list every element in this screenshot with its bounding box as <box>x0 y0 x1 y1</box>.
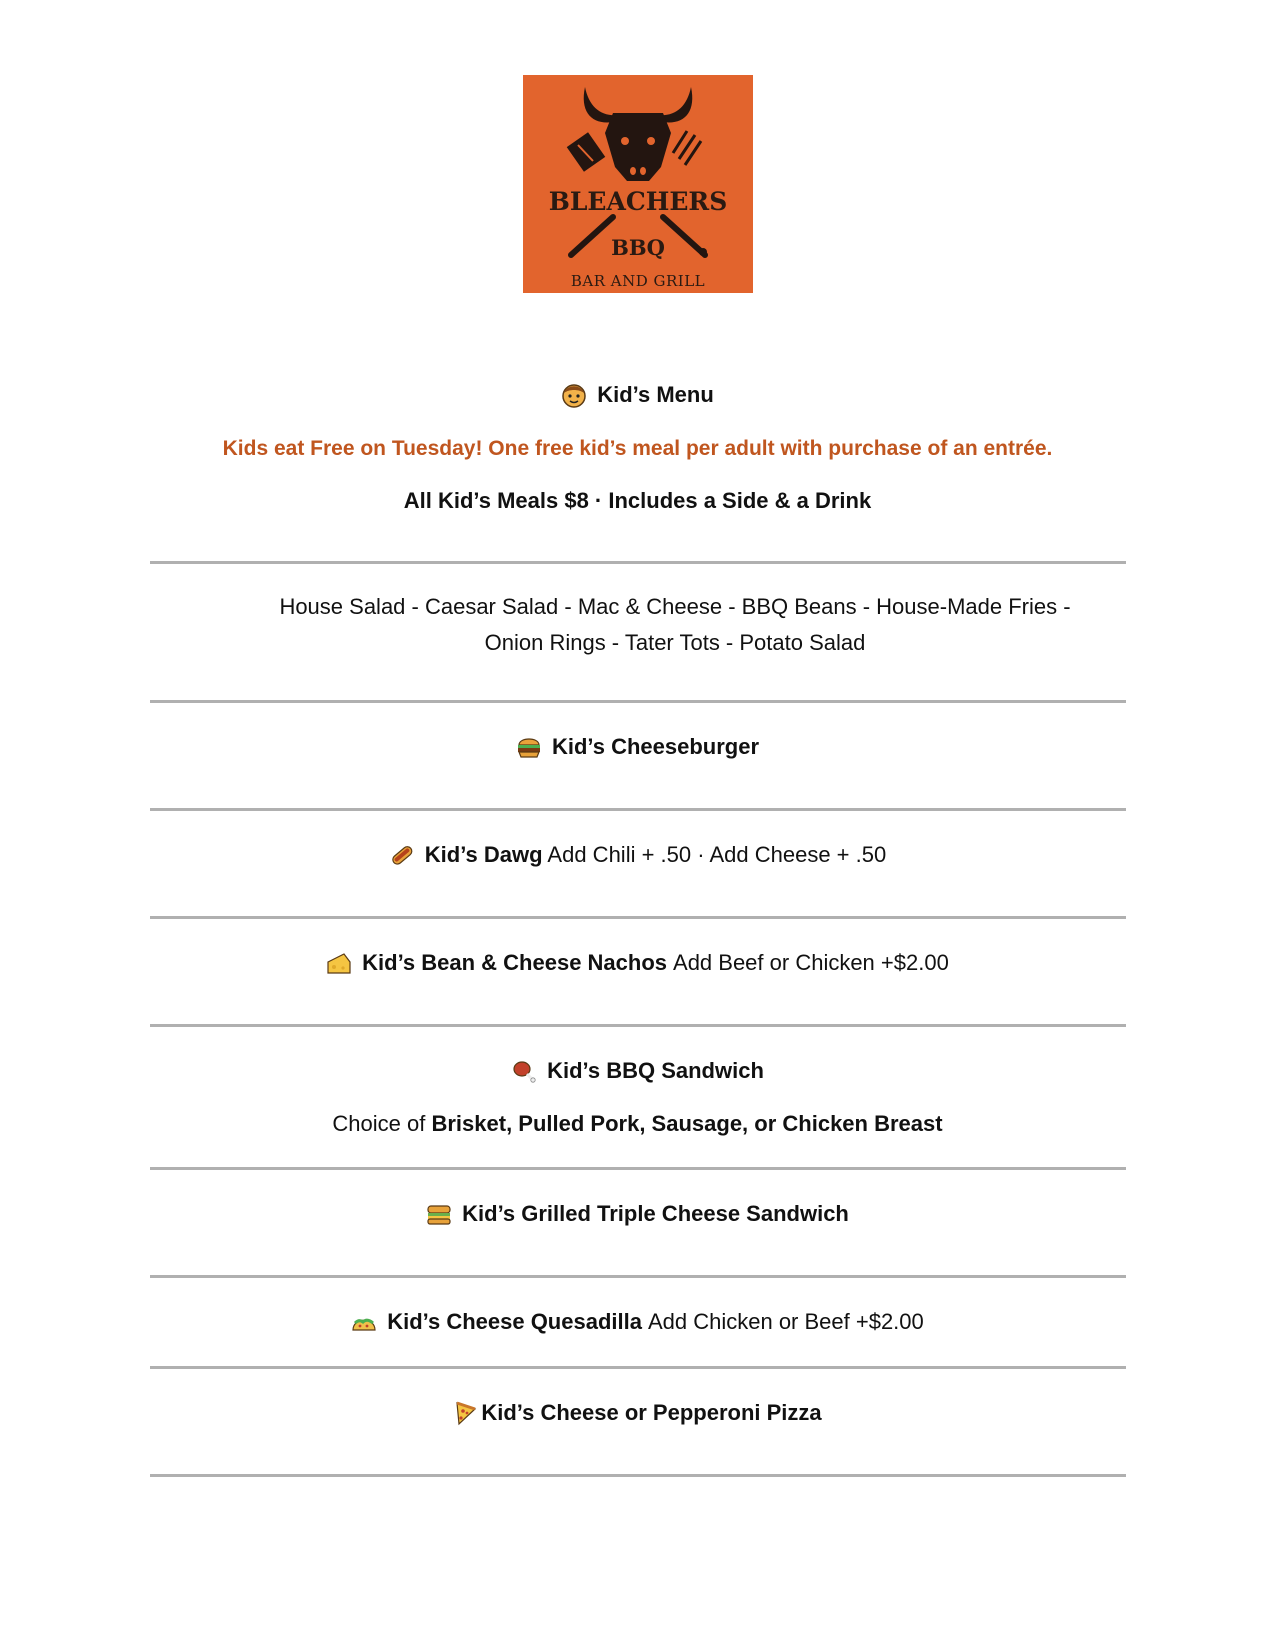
sides-line-1: House Salad - Caesar Salad - Mac & Cheese - BBQ Beans - House-Made Fries - <box>279 594 1071 619</box>
logo-line-1: BLEACHERS <box>548 187 728 216</box>
meat-on-bone-icon <box>511 1058 537 1084</box>
menu-item <box>0 842 1275 873</box>
bbq-choice <box>0 1111 1275 1137</box>
sides-list <box>230 589 1120 661</box>
item-name: Kid’s BBQ Sandwich <box>547 1058 764 1083</box>
item-name: Kid’s Grilled Triple Cheese Sandwich <box>462 1201 849 1226</box>
sides-line-2: Onion Rings - Tater Tots - Potato Salad <box>484 630 866 655</box>
cheese-wedge-icon <box>326 950 352 976</box>
taco-icon <box>351 1309 377 1335</box>
divider <box>150 1275 1126 1278</box>
item-note: Add Chili + .50 · Add Cheese + .50 <box>542 842 887 867</box>
divider <box>150 1366 1126 1369</box>
boy-face-icon <box>561 382 587 408</box>
menu-item <box>0 734 1275 765</box>
item-note: Add Beef or Chicken +$2.00 <box>673 950 949 975</box>
promo-text: Kids eat Free on Tuesday! One free kid’s meal per adult with purchase of an entrée. <box>222 437 1053 460</box>
hamburger-icon <box>516 734 542 760</box>
divider <box>150 916 1126 919</box>
divider <box>150 700 1126 703</box>
page-title: Kid’s Menu <box>597 382 714 407</box>
menu-item <box>0 1201 1275 1232</box>
divider <box>150 1167 1126 1170</box>
hotdog-icon <box>389 842 415 868</box>
sandwich-icon <box>426 1201 452 1227</box>
menu-item <box>0 950 1275 981</box>
bbq-choice-options: Brisket, Pulled Pork, Sausage, or Chicken Breast <box>431 1111 943 1136</box>
item-name: Kid’s Bean & Cheese Nachos <box>362 950 668 975</box>
bull-skull-utensils-icon <box>523 75 753 293</box>
item-name: Kid’s Cheese Quesadilla <box>387 1309 642 1334</box>
item-name: Kid’s Dawg <box>424 842 543 867</box>
menu-item <box>0 1309 1275 1340</box>
item-name: Kid’s Cheese or Pepperoni Pizza <box>481 1400 822 1425</box>
pizza-slice-icon <box>453 1400 479 1426</box>
logo-line-2: BBQ <box>611 235 665 260</box>
item-note: Add Chicken or Beef +$2.00 <box>647 1309 924 1334</box>
bbq-choice-prefix: Choice of <box>332 1111 432 1136</box>
menu-heading <box>0 382 1275 413</box>
restaurant-logo <box>523 75 753 293</box>
divider <box>150 1474 1126 1477</box>
divider <box>150 561 1126 564</box>
menu-item <box>0 1058 1275 1089</box>
price-line: All Kid’s Meals $8 · Includes a Side & a Drink <box>403 488 872 513</box>
divider <box>150 1024 1126 1027</box>
logo-line-3: BAR AND GRILL <box>570 272 706 290</box>
divider <box>150 808 1126 811</box>
menu-item <box>0 1400 1275 1431</box>
item-name: Kid’s Cheeseburger <box>551 734 760 759</box>
